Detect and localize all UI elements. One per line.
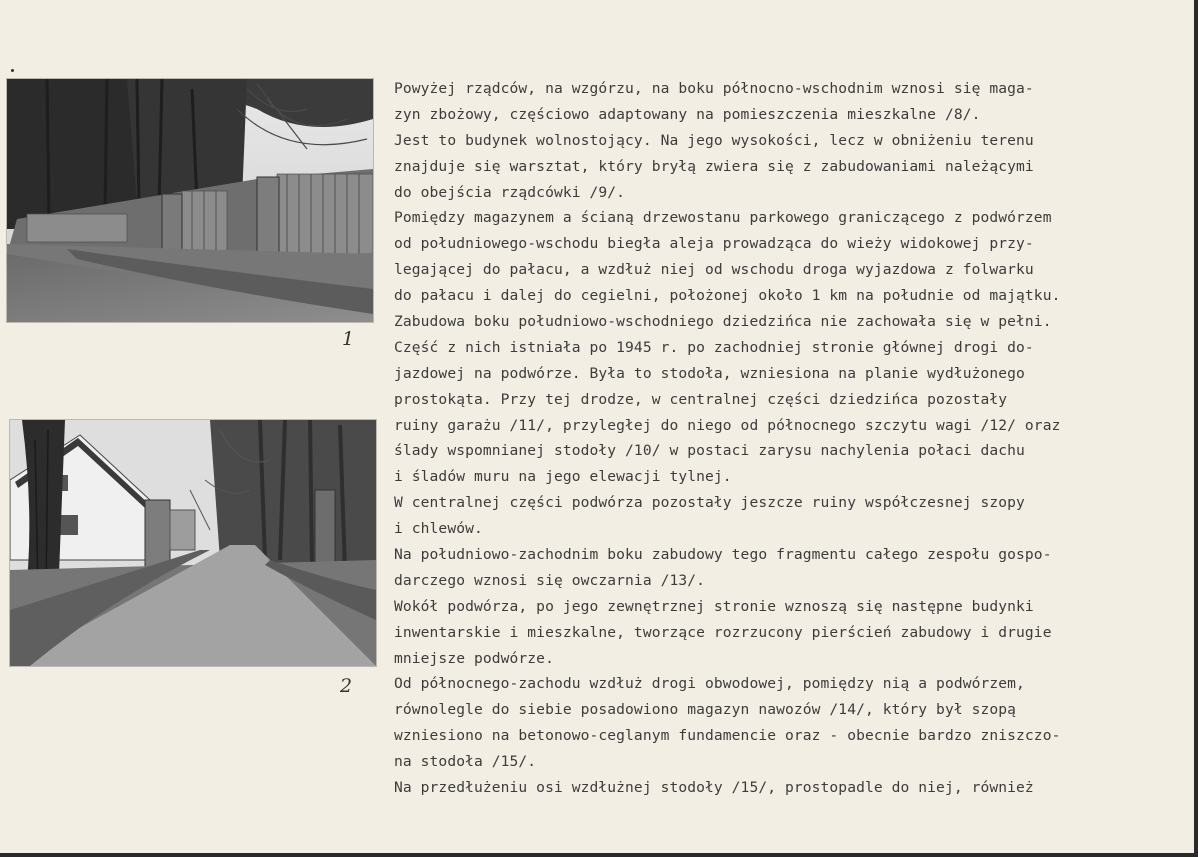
text-line: inwentarskie i mieszkalne, tworzące rozrzucony pierścień zabudowy i drugie xyxy=(394,623,1052,641)
text-line: Powyżej rządców, na wzgórzu, na boku północno-wschodnim wznosi się maga- xyxy=(394,80,1034,97)
text-line: do pałacu i dalej do cegielni, położonej około 1 km na południe od majątku. xyxy=(394,287,1061,305)
text-line: prostokąta. Przy tej drodze, w centralnej części dziedzińca pozostały xyxy=(394,390,1008,408)
text-line: legającej do pałacu, a wzdłuż niej od wschodu droga wyjazdowa z folwarku xyxy=(394,261,1034,279)
text-line: Jest to budynek wolnostojący. Na jego wysokości, lecz w obniżeniu terenu xyxy=(394,131,1034,149)
text-line: zyn zbożowy, częściowo adaptowany na pomieszczenia mieszkalne /8/. xyxy=(394,105,981,123)
text-line: od południowego-wschodu biegła aleja prowadząca do wieży widokowej przy- xyxy=(394,235,1034,253)
text-line: Zabudowa boku południowo-wschodniego dziedzińca nie zachowała się w pełni. xyxy=(394,313,1052,331)
text-line: na stodoła /15/. xyxy=(394,753,537,771)
text-line: równolegle do siebie posadowiono magazyn nawozów /14/, który był szopą xyxy=(394,701,1017,719)
text-line: Część z nich istniała po 1945 r. po zachodniej stronie głównej drogi do- xyxy=(394,338,1034,356)
text-line: jazdowej na podwórze. Była to stodoła, wzniesiona na planie wydłużonego xyxy=(394,364,1025,382)
text-line: mniejsze podwórze. xyxy=(394,649,554,667)
text-line: do obejścia rządcówki /9/. xyxy=(394,183,626,201)
text-line: znajduje się warsztat, który bryłą zwiera się z zabudowaniami należącymi xyxy=(394,157,1034,175)
text-line: ruiny garażu /11/, przyległej do niego od północnego szczytu wagi /12/ oraz xyxy=(394,416,1061,434)
photo-farmyard-lane xyxy=(10,420,376,666)
typescript-body-text xyxy=(394,76,1194,801)
photo-2-caption: 2 xyxy=(340,675,353,697)
text-line: darczego wznosi się owczarnia /13/. xyxy=(394,571,706,589)
photo-farmyard-lane-image xyxy=(10,420,376,666)
text-line: Na południowo-zachodnim boku zabudowy tego fragmentu całego zespołu gospo- xyxy=(394,546,1052,564)
text-line: wzniesiono na betonowo-ceglanym fundamencie oraz - obecnie bardzo zniszczo- xyxy=(394,727,1061,745)
photo-1-caption: 1 xyxy=(342,328,355,350)
text-line: i śladów muru na jego elewacji tylnej. xyxy=(394,468,732,486)
text-line: Od północnego-zachodu wzdłuż drogi obwodowej, pomiędzy nią a podwórzem, xyxy=(394,675,1025,693)
photo-fence-road-image xyxy=(7,79,373,322)
text-line: i chlewów. xyxy=(394,520,483,538)
text-line: Wokół podwórza, po jego zewnętrznej stronie wznoszą się następne budynki xyxy=(394,597,1034,615)
text-line: ślady wspomnianej stodoły /10/ w postaci zarysu nachylenia połaci dachu xyxy=(394,442,1025,460)
ink-dot xyxy=(11,69,14,72)
text-line: Pomiędzy magazynem a ścianą drzewostanu parkowego graniczącego z podwórzem xyxy=(394,209,1052,227)
photo-fence-road xyxy=(7,79,373,322)
text-line: Na przedłużeniu osi wzdłużnej stodoły /15/, prostopadle do niej, również xyxy=(394,779,1034,797)
text-line: W centralnej części podwórza pozostały jeszcze ruiny współczesnej szopy xyxy=(394,494,1025,512)
